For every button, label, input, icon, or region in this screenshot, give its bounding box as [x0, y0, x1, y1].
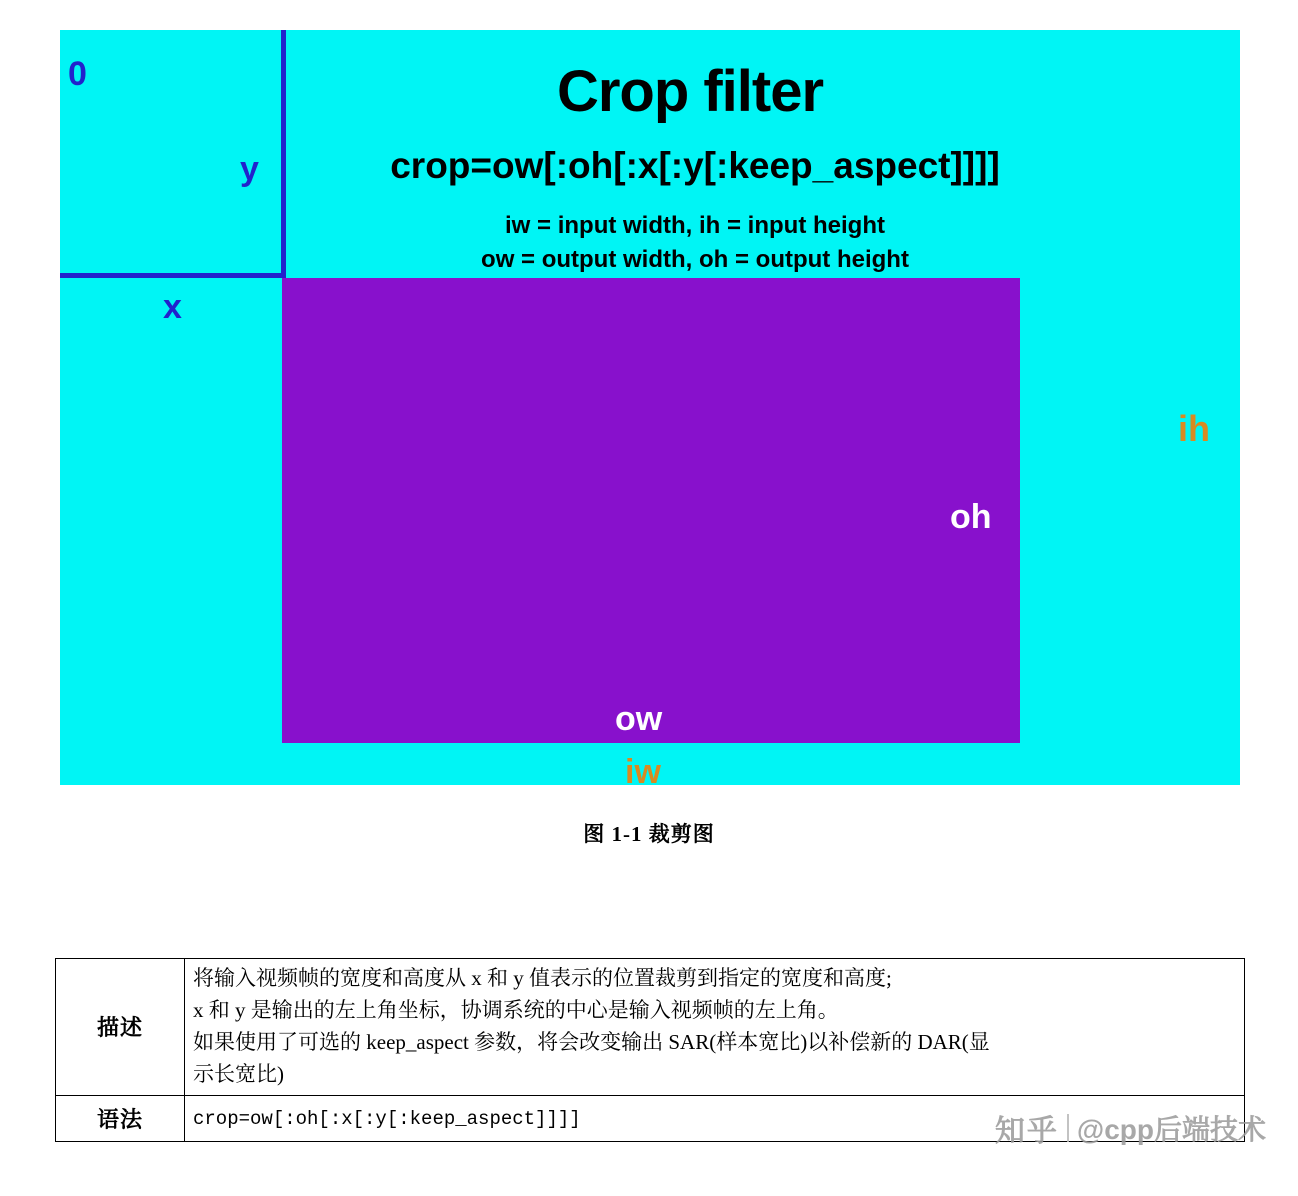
output-height-label: oh — [950, 498, 992, 536]
output-frame-rect — [282, 278, 1020, 743]
x-offset-label: x — [163, 288, 182, 326]
y-offset-label: y — [240, 150, 259, 188]
description-line: x 和 y 是输出的左上角坐标，协调系统的中心是输入视频帧的左上角。 — [193, 997, 839, 1022]
watermark — [995, 1106, 1266, 1150]
diagram-note-input-dims: iw = input width, ih = input height — [505, 212, 885, 239]
description-line: 将输入视频帧的宽度和高度从 x 和 y 值表示的位置裁剪到指定的宽度和高度; — [193, 966, 892, 990]
row-value-description — [185, 959, 1245, 1096]
origin-label: 0 — [68, 55, 87, 93]
description-line: 示长宽比) — [193, 1061, 284, 1086]
watermark-divider — [1067, 1114, 1069, 1142]
output-width-label: ow — [615, 700, 663, 738]
input-height-label: ih — [1178, 408, 1210, 449]
figure-caption: 图 1-1 裁剪图 — [583, 822, 715, 846]
row-label-syntax: 语法 — [56, 1095, 185, 1141]
syntax-text: crop=ow[:oh[:x[:y[:keep_aspect]]]] — [193, 1107, 581, 1130]
diagram-title: Crop filter — [556, 59, 824, 124]
watermark-handle: @cpp后端技术 — [1076, 1114, 1266, 1145]
table-row — [56, 959, 1245, 1096]
diagram-note-output-dims: ow = output width, oh = output height — [481, 246, 909, 273]
diagram-syntax: crop=ow[:oh[:x[:y[:keep_aspect]]]] — [390, 145, 1000, 186]
x-axis-line — [60, 273, 286, 278]
row-label-description: 描述 — [56, 959, 185, 1096]
y-axis-line — [281, 30, 286, 278]
crop-filter-diagram — [60, 30, 1240, 791]
watermark-site-name: 知乎 — [994, 1115, 1059, 1148]
input-width-label: iw — [625, 753, 661, 791]
description-line: 如果使用了可选的 keep_aspect 参数，将会改变输出 SAR(样本宽比)以补偿新的 DAR(显 — [193, 1029, 990, 1054]
